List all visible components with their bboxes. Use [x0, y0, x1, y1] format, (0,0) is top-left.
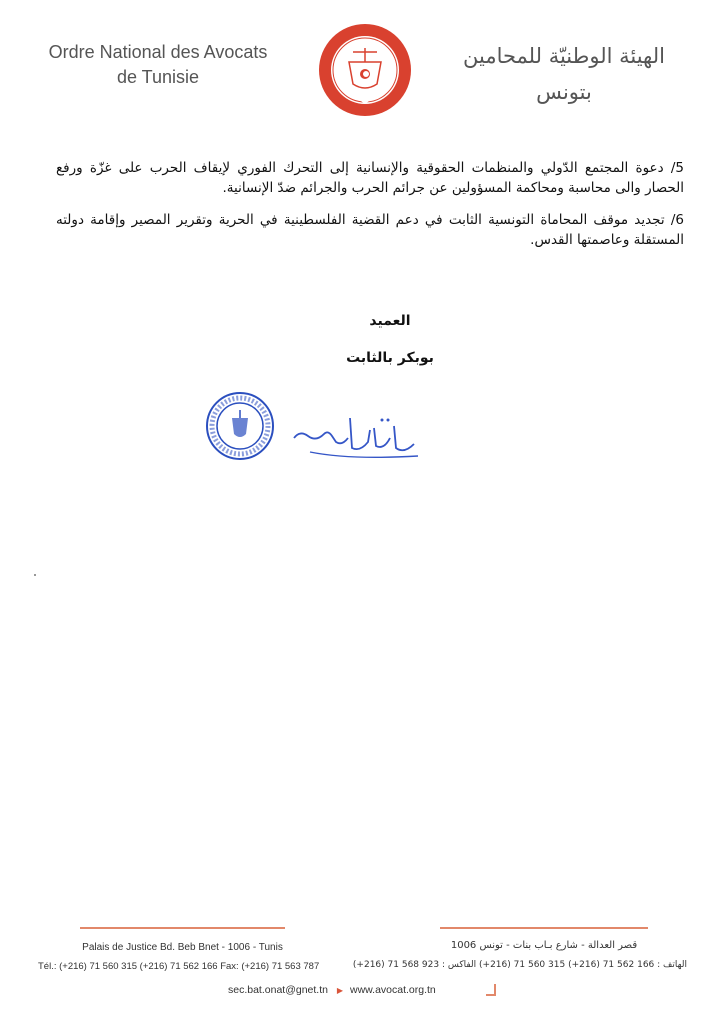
stray-dot [34, 574, 36, 576]
handwritten-signature-icon [290, 408, 430, 468]
triangle-right-icon: ▶ [336, 986, 344, 995]
footer-phone-french: Tél.: (+216) 71 560 315 (+216) 71 562 166 Fax: (+216) 71 563 787 [38, 961, 320, 972]
header-fr-line1: Ordre National des Avocats [48, 42, 268, 62]
footer-address-arabic: قصر العدالة - شارع بـاب بنات - تونس 1006 [450, 940, 638, 951]
paragraph-5: 5/ دعوة المجتمع الدّولي والمنظمات الحقوقية والإنسانية إلى التحرك الفوري لإيقاف الحرب على غزّة ورفع الحصار والى محاسبة ومحاكمة المسؤولين عن جرائم الحرب والجرائم ضدّ الإنسانية. [56, 160, 684, 196]
signatory-title: العميد [369, 313, 411, 329]
footer-phone-arabic: الهاتف : 166 562 71 (216+) 315 560 71 (216+) الفاكس : 923 568 71 (216+) [352, 960, 687, 970]
header-fr-line2: de Tunisie [116, 67, 200, 87]
footer-website[interactable]: www.avocat.org.tn [349, 984, 436, 996]
footer-divider-left [80, 927, 285, 929]
document-body [56, 158, 684, 262]
footer-corner-mark [486, 984, 496, 996]
footer-divider-right [440, 927, 648, 929]
header-ar-line1: الهيئة الوطنيّة للمحامين [463, 44, 665, 68]
official-stamp-icon [204, 390, 276, 462]
paragraph-6: 6/ تجديد موقف المحاماة التونسية الثابت في دعم القضية الفلسطينية في الحرية وتقرير المصير وإقامة دولته المستقلة وعاصمتها القدس. [56, 212, 684, 248]
signatory-name: بوبكر بالثابت [346, 350, 434, 366]
footer-contact [228, 984, 518, 996]
footer-address-french: Palais de Justice Bd. Beb Bnet - 1006 - Tunis [82, 942, 283, 953]
header-french [38, 40, 278, 90]
footer-email[interactable]: sec.bat.onat@gnet.tn [228, 984, 328, 996]
header-arabic [444, 38, 684, 110]
header-ar-line2: بتونس [536, 80, 592, 104]
bar-association-logo-icon [317, 22, 413, 118]
